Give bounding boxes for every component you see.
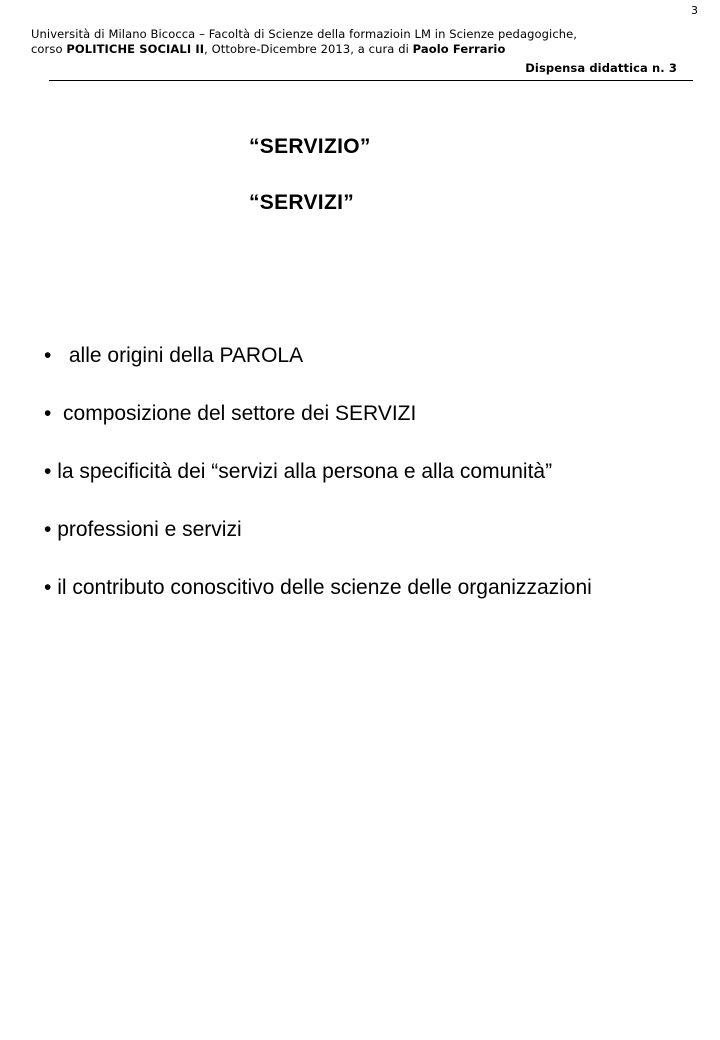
list-item-text: la specificità dei “servizi alla persona e alla comunità” — [57, 460, 553, 483]
bullet-icon: • — [44, 576, 52, 599]
title-servizio: “SERVIZIO” — [249, 135, 371, 158]
list-item — [44, 518, 592, 576]
bullet-icon: • — [44, 518, 52, 541]
topic-list — [44, 344, 592, 634]
list-item-text: composizione del settore dei SERVIZI — [63, 402, 417, 425]
list-item-text: professioni e servizi — [57, 518, 242, 541]
list-item — [44, 576, 592, 634]
bullet-icon: • — [44, 344, 52, 367]
list-item — [44, 460, 592, 518]
header-author: Paolo Ferrario — [412, 42, 506, 56]
header-course-name: POLITICHE SOCIALI II — [66, 42, 205, 56]
bullet-icon: • — [44, 460, 52, 483]
header-course-dates: , Ottobre-Dicembre 2013, a cura di — [204, 42, 413, 56]
list-item — [44, 402, 592, 460]
dispensa-label: Dispensa didattica n. 3 — [525, 61, 677, 75]
header-course-prefix: corso — [31, 42, 67, 56]
document-header — [31, 27, 693, 76]
title-servizi: “SERVIZI” — [249, 191, 355, 214]
header-divider — [49, 80, 693, 81]
bullet-icon: • — [44, 402, 52, 425]
list-item-text: alle origini della PAROLA — [68, 344, 304, 367]
header-line-1: Università di Milano Bicocca – Facoltà di Scienze della formazioin LM in Scienze pedagogiche, — [31, 27, 578, 41]
header-line-2 — [31, 42, 693, 57]
list-item — [44, 344, 592, 402]
list-item-text: il contributo conoscitivo delle scienze delle organizzazioni — [57, 576, 592, 599]
page-number: 3 — [691, 4, 698, 17]
